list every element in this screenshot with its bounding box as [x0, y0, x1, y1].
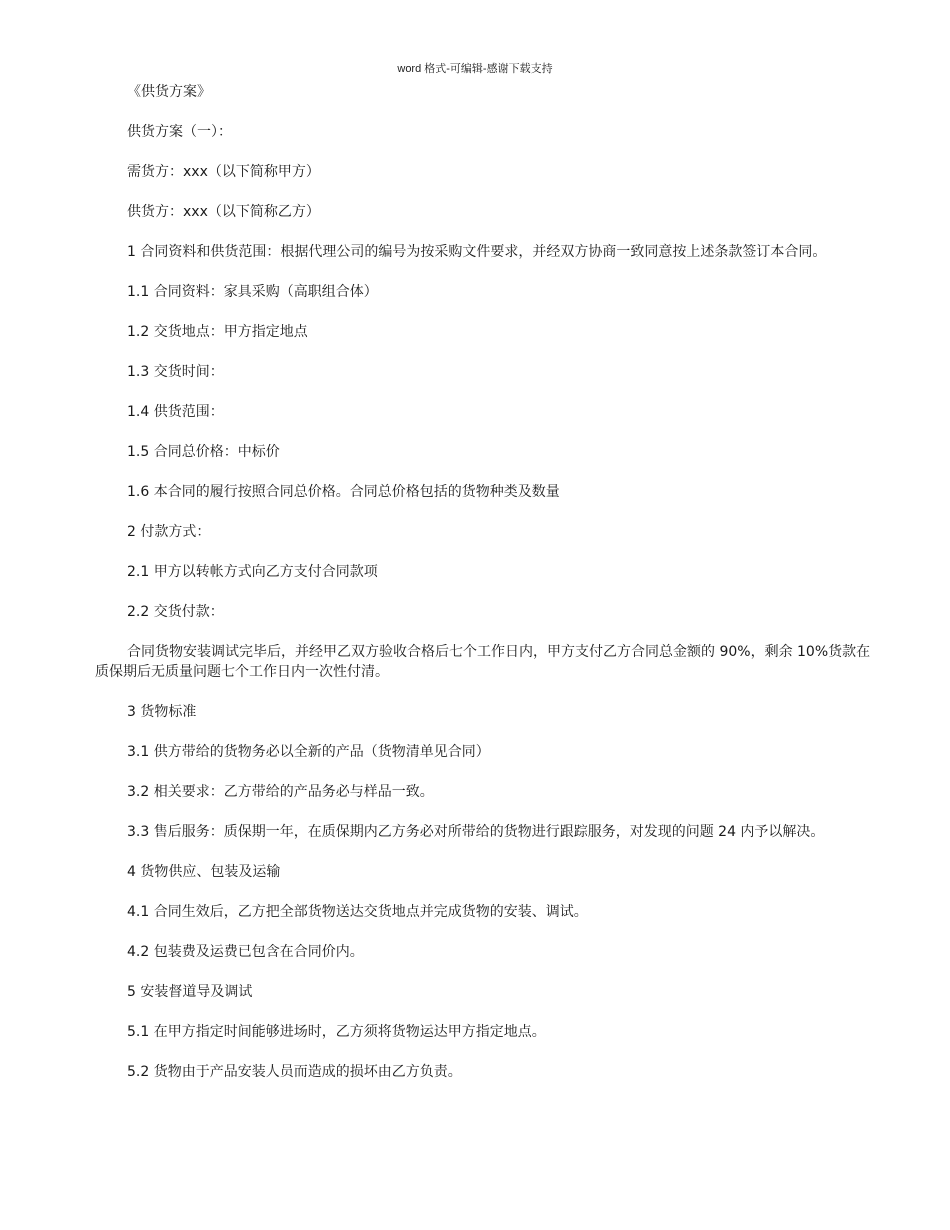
document-title: 《供货方案》	[127, 84, 211, 100]
paragraph-6: 1.3 交货时间：	[127, 364, 224, 380]
page-header: word 格式-可编辑-感谢下载支持	[397, 63, 553, 75]
paragraph-17: 3.3 售后服务：质保期一年，在质保期内乙方务必对所带给的货物进行跟踪服务，对发现的问题 24 内予以解决。	[127, 824, 825, 840]
paragraph-14: 3 货物标准	[127, 704, 197, 720]
paragraph-18: 4 货物供应、包装及运输	[127, 864, 281, 880]
paragraph-12: 2.2 交货付款：	[127, 604, 224, 620]
paragraph-15: 3.1 供方带给的货物务必以全新的产品（货物清单见合同）	[127, 744, 490, 760]
paragraph-11: 2.1 甲方以转帐方式向乙方支付合同款项	[127, 564, 378, 580]
document-body	[95, 82, 875, 1082]
paragraph-3: 1 合同资料和供货范围：根据代理公司的编号为按采购文件要求，并经双方协商一致同意按上述条款签订本合同。	[127, 244, 827, 260]
paragraph-7: 1.4 供货范围：	[127, 404, 224, 420]
paragraph-0: 供货方案（一）：	[127, 124, 232, 140]
paragraph-20: 4.2 包装费及运费已包含在合同价内。	[127, 944, 364, 960]
paragraph-19: 4.1 合同生效后，乙方把全部货物送达交货地点并完成货物的安装、调试。	[127, 904, 588, 920]
paragraph-8: 1.5 合同总价格：中标价	[127, 444, 280, 460]
paragraph-5: 1.2 交货地点：甲方指定地点	[127, 324, 308, 340]
paragraph-1: 需货方：xxx（以下简称甲方）	[127, 164, 320, 180]
paragraph-16: 3.2 相关要求：乙方带给的产品务必与样品一致。	[127, 784, 434, 800]
paragraph-4: 1.1 合同资料：家具采购（高职组合体）	[127, 284, 378, 300]
paragraph-22: 5.1 在甲方指定时间能够进场时，乙方须将货物运达甲方指定地点。	[127, 1024, 546, 1040]
paragraph-9: 1.6 本合同的履行按照合同总价格。合同总价格包括的货物种类及数量	[127, 484, 560, 500]
paragraph-10: 2 付款方式：	[127, 524, 211, 540]
paragraph-2: 供货方：xxx（以下简称乙方）	[127, 204, 320, 220]
paragraph-21: 5 安装督道导及调试	[127, 984, 253, 1000]
paragraph-13: 合同货物安装调试完毕后，并经甲乙双方验收合格后七个工作日内，甲方支付乙方合同总金额的 90%，剩余 10%货款在质保期后无质量问题七个工作日内一次性付清。	[95, 644, 871, 680]
paragraph-23: 5.2 货物由于产品安装人员而造成的损坏由乙方负责。	[127, 1064, 462, 1080]
